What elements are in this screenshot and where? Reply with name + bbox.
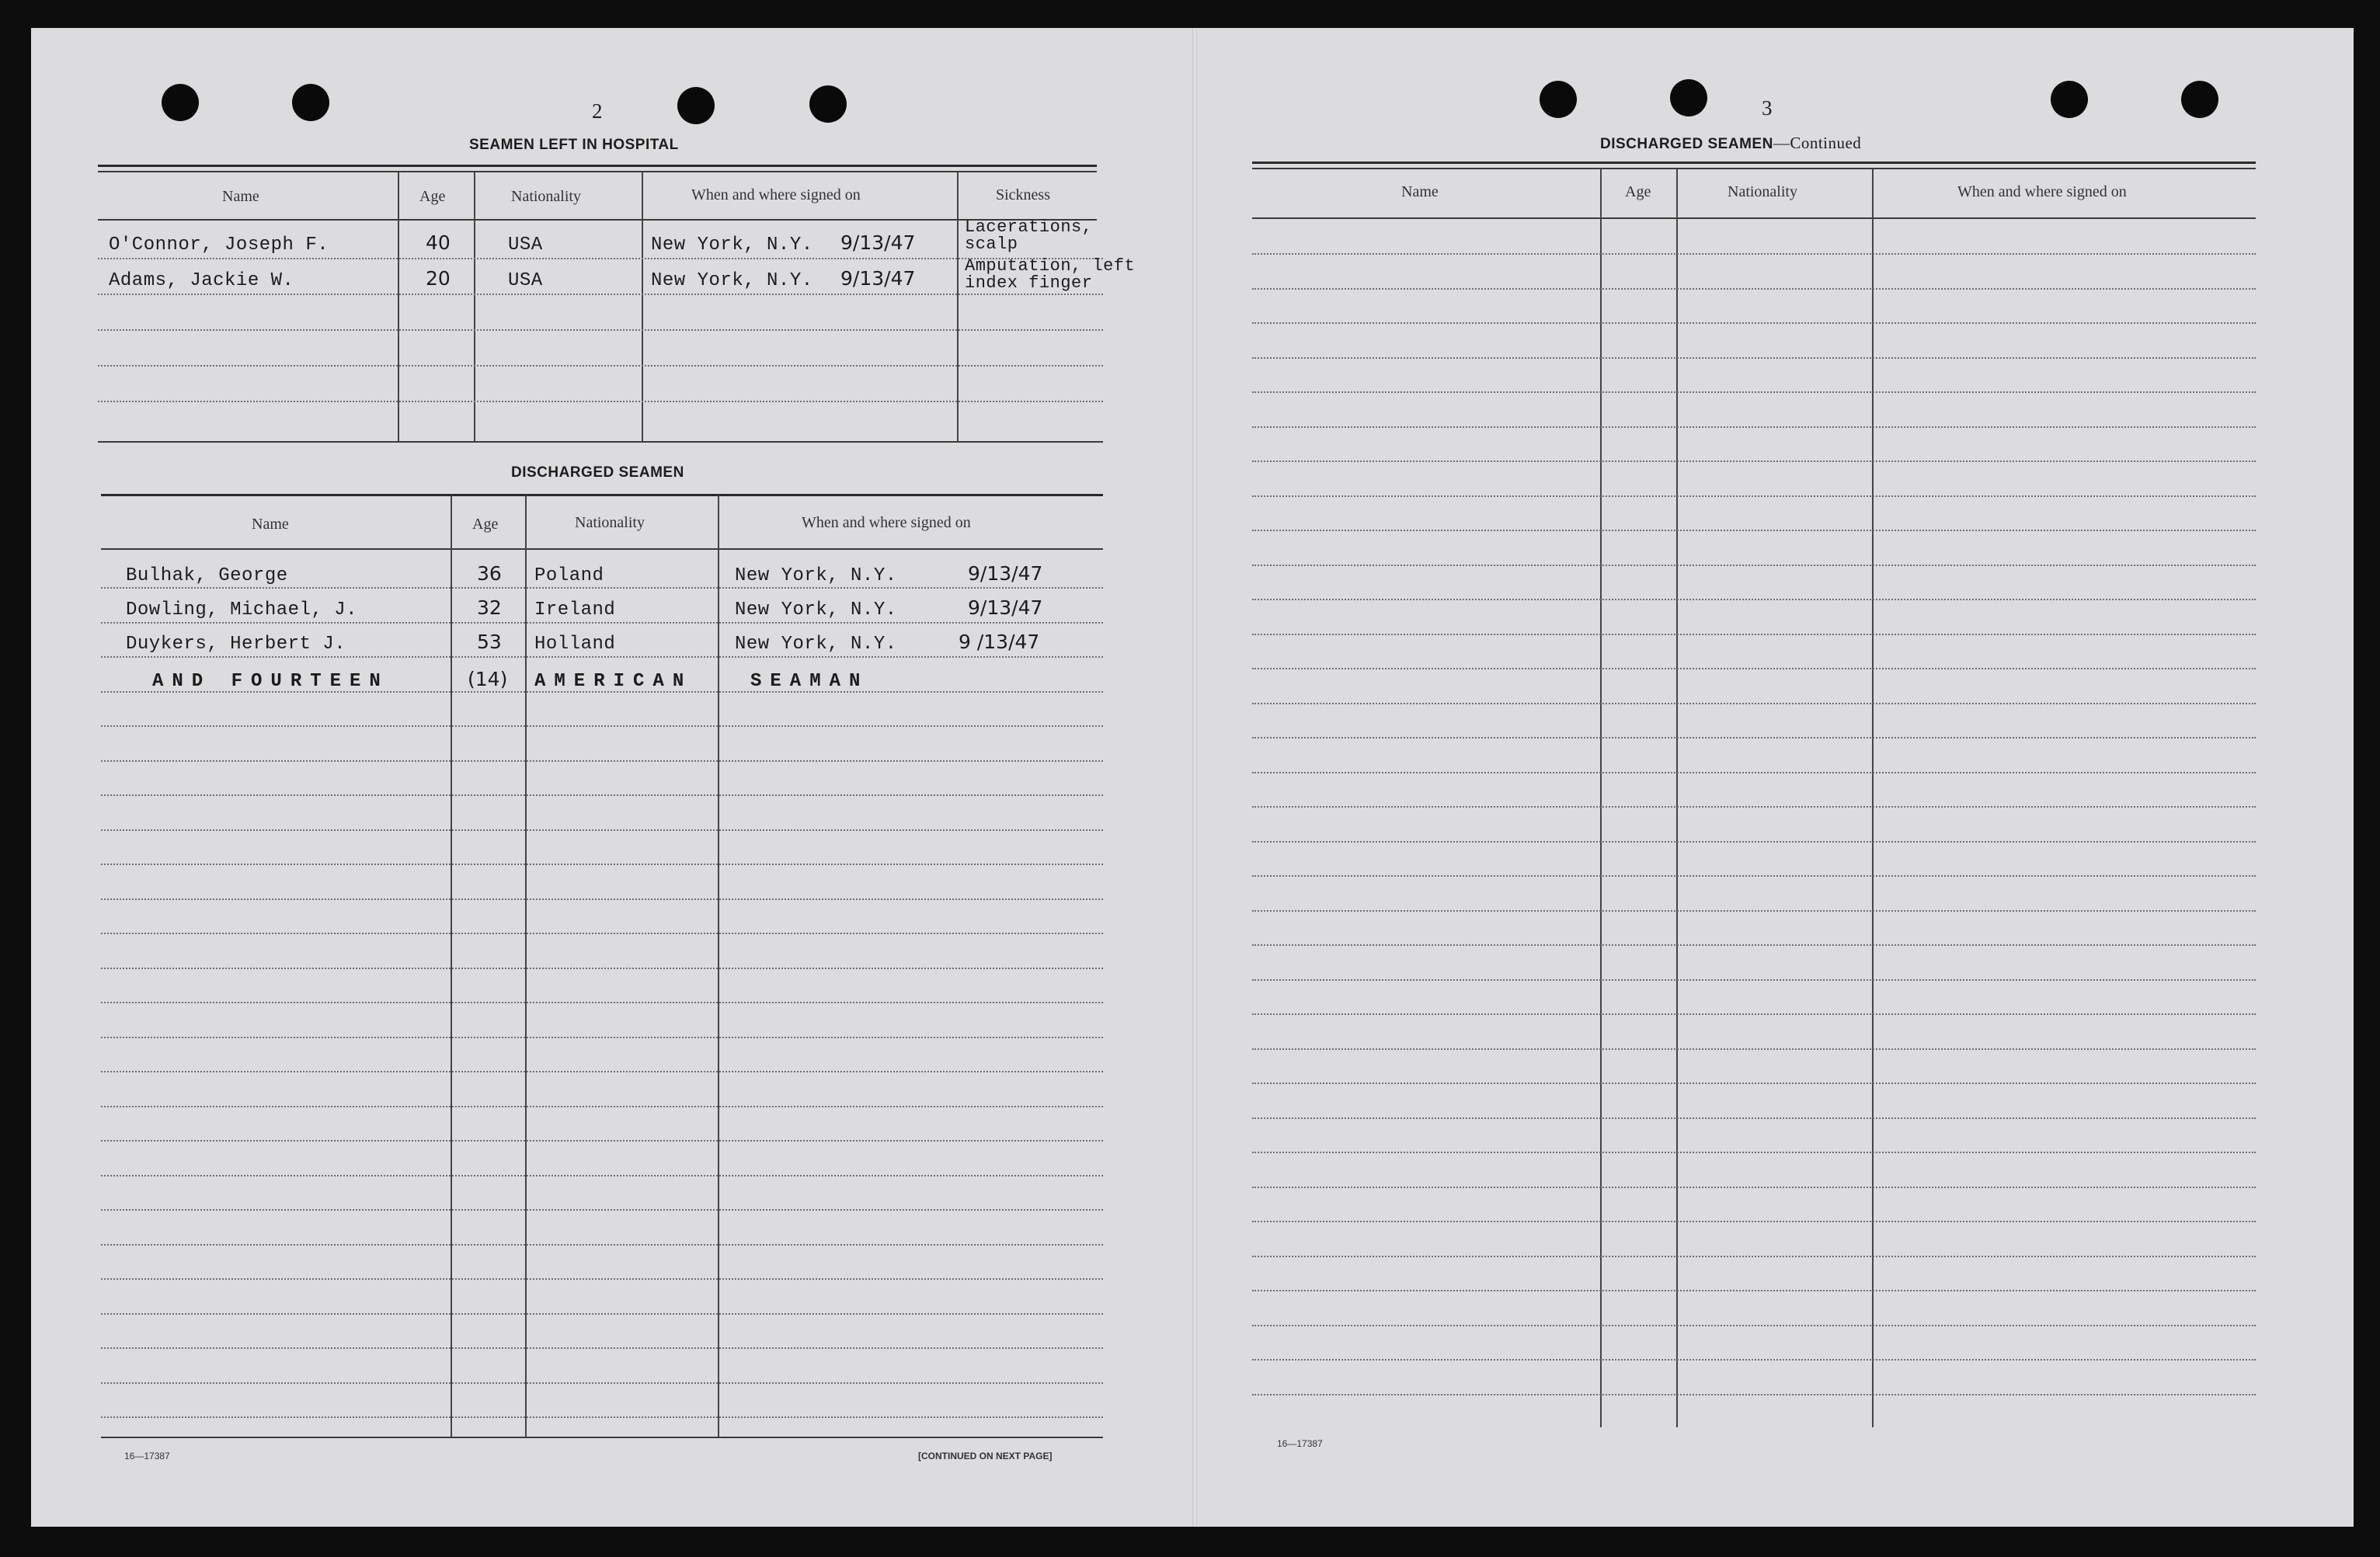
rule <box>98 441 1103 443</box>
row-rule <box>101 794 1103 796</box>
summary-name: AND FOURTEEN <box>152 671 389 692</box>
row-rule <box>1252 1152 2256 1153</box>
seaman-age: 32 <box>477 596 502 619</box>
row-rule <box>98 401 1103 402</box>
signed-date: 9 /13/47 <box>959 631 1040 653</box>
col-header-age: Age <box>472 516 499 533</box>
row-rule <box>1252 1221 2256 1222</box>
seaman-nationality: USA <box>508 270 543 291</box>
col-divider <box>525 495 527 1437</box>
row-rule <box>1252 806 2256 808</box>
punch-hole <box>677 87 715 124</box>
row-rule <box>1252 391 2256 393</box>
rule <box>101 494 1103 496</box>
row-rule <box>1252 841 2256 843</box>
seaman-age: 53 <box>477 631 502 653</box>
row-rule <box>1252 910 2256 912</box>
sickness-line: scalp <box>965 235 1018 254</box>
row-rule <box>98 294 1103 295</box>
row-rule <box>1252 1359 2256 1361</box>
rule <box>98 171 1097 172</box>
punch-hole <box>1670 79 1707 116</box>
row-rule <box>101 829 1103 831</box>
col-header-nationality: Nationality <box>575 514 645 531</box>
row-rule <box>101 760 1103 762</box>
row-rule <box>101 1071 1103 1072</box>
row-rule <box>101 1244 1103 1246</box>
row-rule <box>1252 460 2256 462</box>
sickness-line: index finger <box>965 273 1093 293</box>
row-rule <box>1252 1290 2256 1291</box>
seaman-name: O'Connor, Joseph F. <box>109 235 329 255</box>
page-number: 2 <box>592 99 603 123</box>
col-header-sickness: Sickness <box>996 186 1050 203</box>
row-rule <box>1252 1013 2256 1015</box>
row-rule <box>101 1106 1103 1107</box>
row-rule <box>101 725 1103 727</box>
rule <box>1252 217 2256 219</box>
signed-place: New York, N.Y. <box>735 634 897 655</box>
col-header-age: Age <box>419 188 446 205</box>
col-header-signed: When and where signed on <box>802 514 971 531</box>
row-rule <box>1252 1394 2256 1395</box>
col-header-signed: When and where signed on <box>691 186 861 203</box>
row-rule <box>101 1002 1103 1003</box>
row-rule <box>1252 737 2256 739</box>
seaman-nationality: USA <box>508 235 543 255</box>
row-rule <box>101 1209 1103 1211</box>
col-header-name: Name <box>252 516 289 533</box>
continued-note: [CONTINUED ON NEXT PAGE] <box>918 1451 1053 1461</box>
center-fold <box>1192 28 1197 1527</box>
row-rule <box>1252 772 2256 773</box>
rule <box>1252 162 2256 164</box>
punch-hole <box>2181 81 2218 118</box>
row-rule <box>101 622 1103 624</box>
summary-signed: SEAMAN <box>750 671 869 692</box>
row-rule <box>1252 565 2256 566</box>
row-rule <box>98 329 1103 331</box>
row-rule <box>101 898 1103 900</box>
row-rule <box>101 1278 1103 1280</box>
summary-age: (14) <box>468 668 508 690</box>
sickness-line: Amputation, left <box>965 256 1136 276</box>
row-rule <box>1252 426 2256 428</box>
row-rule <box>1252 668 2256 669</box>
rule <box>101 1437 1103 1438</box>
col-header-name: Name <box>1401 183 1439 200</box>
seaman-name: Adams, Jackie W. <box>109 270 294 291</box>
seaman-age: 20 <box>426 267 451 290</box>
row-rule <box>1252 944 2256 946</box>
row-rule <box>1252 357 2256 359</box>
row-rule <box>1252 530 2256 531</box>
rule <box>101 548 1103 550</box>
rule <box>98 165 1097 167</box>
row-rule <box>1252 634 2256 635</box>
signed-date: 9/13/47 <box>968 562 1043 585</box>
seaman-age: 36 <box>477 562 502 585</box>
row-rule <box>101 587 1103 589</box>
row-rule <box>101 1313 1103 1315</box>
rule <box>98 219 1097 221</box>
row-rule <box>1252 599 2256 600</box>
row-rule <box>101 656 1103 658</box>
summary-nationality: AMERICAN <box>534 671 693 692</box>
seaman-nationality: Poland <box>534 565 604 586</box>
row-rule <box>98 258 1103 259</box>
row-rule <box>101 933 1103 934</box>
row-rule <box>1252 1256 2256 1257</box>
title-text: DISCHARGED SEAMEN <box>1600 136 1773 152</box>
row-rule <box>1252 1083 2256 1084</box>
form-number: 16—17387 <box>1277 1438 1323 1449</box>
row-rule <box>101 1140 1103 1142</box>
signed-place: New York, N.Y. <box>651 270 813 291</box>
signed-place: New York, N.Y. <box>735 565 897 586</box>
row-rule <box>101 1347 1103 1349</box>
row-rule <box>101 1037 1103 1038</box>
row-rule <box>1252 703 2256 704</box>
row-rule <box>101 1416 1103 1418</box>
title-suffix: —Continued <box>1773 134 1862 152</box>
punch-hole <box>162 84 199 121</box>
row-rule <box>98 365 1103 367</box>
col-divider <box>451 495 452 1437</box>
seaman-name: Dowling, Michael, J. <box>126 600 358 620</box>
signed-place: New York, N.Y. <box>735 600 897 620</box>
row-rule <box>1252 1048 2256 1050</box>
row-rule <box>1252 322 2256 324</box>
punch-hole <box>809 85 847 123</box>
signed-date: 9/13/47 <box>840 231 916 254</box>
row-rule <box>101 968 1103 969</box>
col-header-nationality: Nationality <box>511 188 581 205</box>
seaman-nationality: Holland <box>534 634 616 655</box>
hospital-title: SEAMEN LEFT IN HOSPITAL <box>469 137 679 153</box>
row-rule <box>1252 979 2256 981</box>
rule <box>1252 168 2256 169</box>
seaman-name: Bulhak, George <box>126 565 288 586</box>
seaman-age: 40 <box>426 231 451 254</box>
col-header-nationality: Nationality <box>1728 183 1797 200</box>
row-rule <box>1252 1187 2256 1188</box>
row-rule <box>1252 495 2256 497</box>
signed-date: 9/13/47 <box>968 596 1043 619</box>
row-rule <box>101 1382 1103 1384</box>
col-header-name: Name <box>222 188 259 205</box>
row-rule <box>1252 253 2256 255</box>
row-rule <box>1252 875 2256 877</box>
discharged-continued-title <box>1600 134 1861 153</box>
punch-hole <box>292 84 329 121</box>
seaman-name: Duykers, Herbert J. <box>126 634 346 655</box>
sickness-line: Lacerations, <box>965 217 1093 237</box>
row-rule <box>1252 1117 2256 1119</box>
row-rule <box>101 1175 1103 1176</box>
seaman-nationality: Ireland <box>534 600 616 620</box>
page-number: 3 <box>1762 96 1773 120</box>
punch-hole <box>2051 81 2088 118</box>
col-header-age: Age <box>1625 183 1651 200</box>
punch-hole <box>1540 81 1577 118</box>
row-rule <box>101 864 1103 865</box>
col-header-signed: When and where signed on <box>1957 183 2127 200</box>
row-rule <box>1252 1325 2256 1326</box>
form-number: 16—17387 <box>124 1451 170 1461</box>
row-rule <box>1252 288 2256 290</box>
signed-place: New York, N.Y. <box>651 235 813 255</box>
discharged-title: DISCHARGED SEAMEN <box>511 464 684 481</box>
col-divider <box>718 495 719 1437</box>
signed-date: 9/13/47 <box>840 267 916 290</box>
